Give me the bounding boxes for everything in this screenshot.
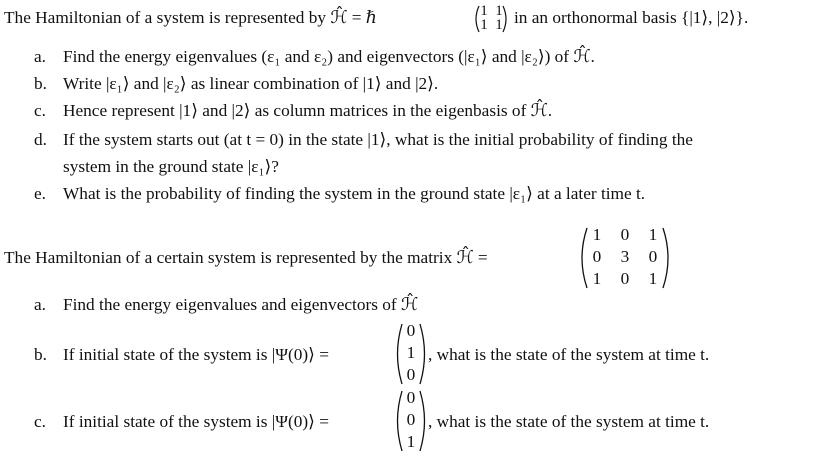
problem2-intro: The Hamiltonian of a certain system is represented by the matrix ℋ̂ = (4, 248, 488, 267)
matrix-cell: 1 (648, 225, 658, 244)
item-text: If initial state of the system is |Ψ(0)⟩ = (63, 345, 329, 364)
vector-cell: 1 (406, 343, 416, 362)
vector-cell: 0 (406, 388, 416, 407)
item-label: e. (34, 184, 46, 203)
vector-cell: 0 (406, 410, 416, 429)
problem1-intro (4, 8, 377, 28)
item-label: b. (34, 345, 47, 364)
vector-cell: 1 (406, 432, 416, 451)
state-vector (393, 322, 429, 386)
item-text: , what is the state of the system at time t. (428, 412, 710, 431)
item-label: c. (34, 101, 46, 120)
item-text: What is the probability of finding the system in the ground state |ε₁⟩ at a later time t. (63, 184, 646, 203)
item-text: Hence represent |1⟩ and |2⟩ as column matrices in the eigenbasis of ℋ̂. (63, 101, 553, 120)
problem1-intro-text: The Hamiltonian of a system is represented by ℋ̂ = ℏ (4, 8, 377, 27)
item-label: a. (34, 47, 46, 66)
item-label: d. (34, 130, 47, 149)
problem1-matrix (472, 4, 510, 34)
item-text: If the system starts out (at t = 0) in the state |1⟩, what is the initial probability of finding the (63, 130, 693, 149)
matrix-cell: 3 (620, 247, 630, 266)
matrix-cell: 1 (592, 269, 602, 288)
item-text: If initial state of the system is |Ψ(0)⟩ = (63, 412, 329, 431)
matrix-cell: 1 (648, 269, 658, 288)
matrix-cell: 0 (592, 247, 602, 266)
problem2-matrix (577, 226, 673, 290)
item-text: Write |ε₁⟩ and |ε₂⟩ as linear combination of |1⟩ and |2⟩. (63, 74, 439, 93)
item-label: c. (34, 412, 46, 431)
problem1-intro-post: in an orthonormal basis {|1⟩, |2⟩}. (514, 8, 749, 27)
vector-cell: 0 (406, 365, 416, 384)
matrix-cell: 1 (495, 3, 503, 19)
item-text: system in the ground state |ε₁⟩? (63, 157, 279, 176)
item-label: a. (34, 295, 46, 314)
matrix-cell: 1 (592, 225, 602, 244)
item-text: , what is the state of the system at time t. (428, 345, 710, 364)
matrix-cell: 1 (480, 17, 488, 33)
item-label: b. (34, 74, 47, 93)
matrix-cell: 0 (648, 247, 658, 266)
item-text: Find the energy eigenvalues and eigenvectors of ℋ̂ (63, 295, 419, 314)
item-text: Find the energy eigenvalues (ε₁ and ε₂) and eigenvectors (|ε₁⟩ and |ε₂⟩) of ℋ̂. (63, 47, 595, 66)
vector-cell: 0 (406, 321, 416, 340)
matrix-cell: 0 (620, 269, 630, 288)
matrix-cell: 1 (480, 3, 488, 19)
matrix-cell: 1 (495, 17, 503, 33)
state-vector (393, 389, 429, 453)
matrix-cell: 0 (620, 225, 630, 244)
